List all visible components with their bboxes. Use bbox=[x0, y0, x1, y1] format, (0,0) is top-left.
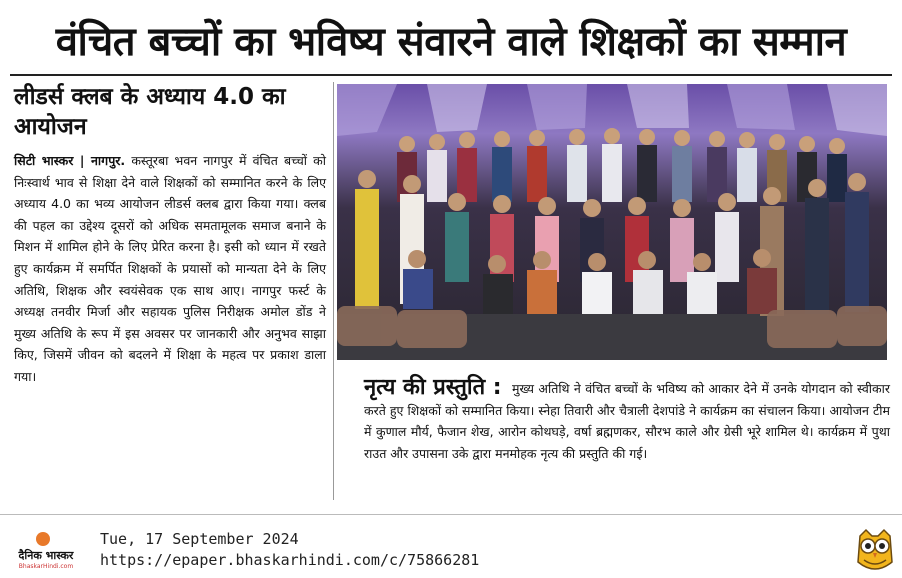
group-photo bbox=[337, 84, 887, 360]
footer-divider bbox=[0, 514, 902, 515]
article-body-right bbox=[364, 378, 890, 464]
group-photo-illustration bbox=[337, 84, 887, 360]
column-divider bbox=[333, 82, 334, 500]
article-text-right: मुख्य अतिथि ने वंचित बच्चों के भविष्य को आकार देने में उनके योगदान को स्वीकार करते हुए शिक्षकों को सम्मानित किया। स्नेहा तिवारी और चैत्राली देशपांडे ने कार्यक्रम का संचालन किया। आयोजन टीम में कुणाल मौर्य, फैजान शेख, आरोन कोथघड़े, वर्षा ब्रह्मणकर, सौरभ काले और ग्रेसी भूरे शामिल थे। कार्यक्रम में पुथा राउत और उपासना उके द्वारा मनमोहक नृत्य की प्रस्तुति की गई। bbox=[364, 381, 890, 461]
sun-logo-icon bbox=[36, 532, 50, 546]
headline-rule bbox=[10, 74, 892, 76]
brand-logo[interactable] bbox=[6, 528, 86, 572]
headline: वंचित बच्चों का भविष्य संवारने वाले शिक्षकों का सम्मान bbox=[55, 19, 847, 65]
epaper-link[interactable]: https://epaper.bhaskarhindi.com/c/75866281 bbox=[100, 551, 480, 569]
brand-name: दैनिक भास्कर bbox=[18, 549, 74, 562]
caption-heading: नृत्य की प्रस्तुति : bbox=[364, 375, 502, 400]
article-body-left bbox=[14, 150, 326, 388]
publish-date: Tue, 17 September 2024 bbox=[100, 530, 299, 548]
subheadline: लीडर्स क्लब के अध्याय 4.0 का आयोजन bbox=[14, 84, 286, 140]
article-text-left: कस्तूरबा भवन नागपुर में वंचित बच्चों को निःस्वार्थ भाव से शिक्षा देने वाले शिक्षकों को सम्मानित करने के लिए अध्याय 4.0 का भव्य आयोजन लीडर्स क्लब द्वारा किया गया। क्लब की पहल का उद्देश्य दूसरों को अधिक समतामूलक समाज बनाने के मिशन में शामिल होने के लिए प्रेरित करना है। इसी को ध्यान में रखते हुए कार्यक्रम में समर्पित शिक्षकों के प्रयासों को मान्यता देने के लिए अतिथि, शिक्षक और स्वयंसेवक एक साथ आए। नागपुर फर्स्ट के अध्यक्ष तनवीर मिर्जा और सहायक पुलिस निरीक्षक अमोल डोंड ने मुख्य अतिथि के रूप में इस अवसर पर जानकारी और अनुभव साझा किए, जिसमें जीवन को बदलने में शिक्षा के महत्व पर प्रकाश डाला गया। bbox=[14, 153, 326, 384]
owl-icon bbox=[854, 528, 896, 574]
dateline: सिटी भास्कर | नागपुर. bbox=[14, 153, 126, 168]
brand-site: BhaskarHindi.com bbox=[18, 563, 74, 570]
